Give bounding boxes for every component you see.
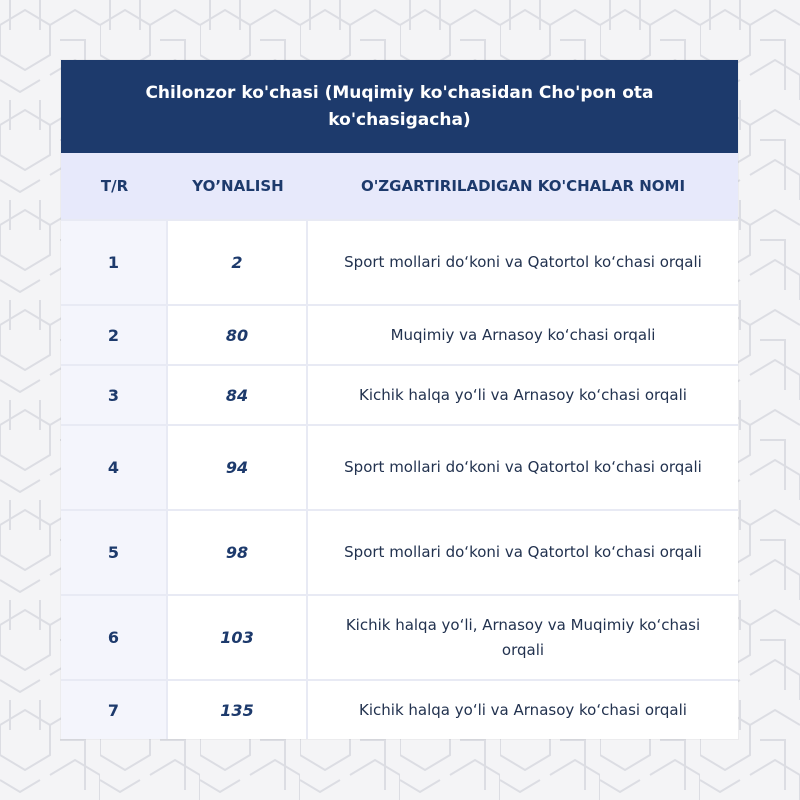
- row-route: 103: [168, 596, 308, 679]
- table-title: Chilonzor ko'chasi (Muqimiy ko'chasidan Cho'pon ota ko'chasigacha): [61, 60, 738, 153]
- table-row: [61, 424, 738, 509]
- row-route: 80: [168, 306, 308, 364]
- row-number: 2: [61, 306, 168, 364]
- row-route: 94: [168, 426, 308, 509]
- row-route: 98: [168, 511, 308, 594]
- row-number: 3: [61, 366, 168, 424]
- row-streets: Sport mollari do‘koni va Qatortol ko‘chasi orqali: [344, 458, 702, 476]
- row-route: 2: [168, 221, 308, 304]
- row-route: 135: [168, 681, 308, 739]
- row-number: 5: [61, 511, 168, 594]
- table-row: [61, 509, 738, 594]
- header-number: T/R: [100, 177, 129, 195]
- table-header-row: [61, 153, 738, 219]
- table-row: [61, 594, 738, 679]
- row-streets: Sport mollari do‘koni va Qatortol ko‘chasi orqali: [344, 253, 702, 271]
- row-number: 6: [61, 596, 168, 679]
- row-number: 4: [61, 426, 168, 509]
- row-streets: Muqimiy va Arnasoy ko‘chasi orqali: [390, 325, 656, 344]
- row-number: 1: [61, 221, 168, 304]
- row-route: 84: [168, 366, 308, 424]
- row-number: 7: [61, 681, 168, 739]
- header-streets: O'ZGARTIRILADIGAN KO'CHALAR NOMI: [360, 177, 686, 195]
- table-row: [61, 219, 738, 304]
- row-streets: Kichik halqa yo‘li va Arnasoy ko‘chasi orqali: [359, 385, 687, 404]
- header-route: YO’NALISH: [192, 177, 284, 195]
- row-streets: Kichik halqa yo‘li, Arnasoy va Muqimiy ko‘chasi orqali: [345, 615, 701, 659]
- row-streets: Kichik halqa yo‘li va Arnasoy ko‘chasi orqali: [359, 700, 687, 719]
- table-row: [61, 304, 738, 364]
- table-row: [61, 679, 738, 739]
- row-streets: Sport mollari do‘koni va Qatortol ko‘chasi orqali: [344, 543, 702, 561]
- routes-table-card: [61, 60, 738, 739]
- table-row: [61, 364, 738, 424]
